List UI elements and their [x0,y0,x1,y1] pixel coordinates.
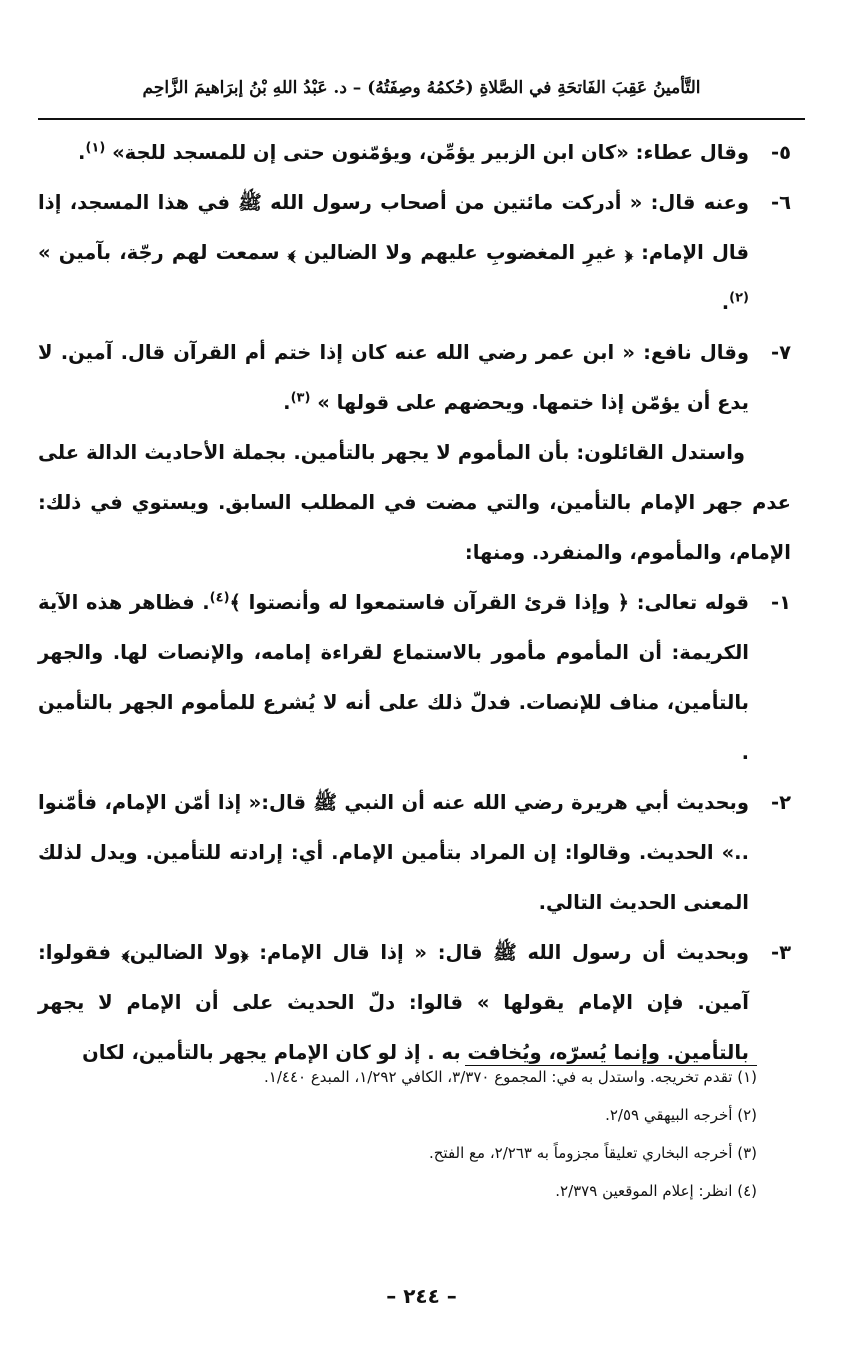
footnote: (٤) انظر: إعلام الموقعين ٢/٣٧٩. [555,1182,757,1200]
item-text [38,128,749,178]
item-number: ٧- [771,341,791,364]
item-number: ٦- [771,191,791,214]
item-tail: . [78,141,86,164]
header-rule [38,118,805,120]
item-body: وعنه قال: « أدركت مائتين من أصحاب رسول الله ﷺ في هذا المسجد، إذا قال الإمام: ﴿ غيرِ المغضوبِ عليهم ولا الضالين ﴾ سمعت لهم رجّة، بآمين » [38,191,749,264]
item-body: وبحديث أبي هريرة رضي الله عنه أن النبي ﷺ قال:« إذا أمّن الإمام، فأمّنوا ..» الحديث. وقالوا: إن المراد بتأمين الإمام. أي: إرادته للتأمين. ويدل لذلك المعنى الحديث التالي. [38,791,749,914]
footnote-ref: (١) [85,140,106,156]
item-body: وقال عطاء: «كان ابن الزبير يؤمِّن، ويؤمّنون حتى إن للمسجد للجة» [112,141,749,164]
page-number: – ٢٤٤ – [386,1284,457,1308]
main-text [38,128,791,1078]
item-body: قوله تعالى: ﴿ وإذا قرئ القرآن فاستمعوا له وأنصتوا ﴾ [229,591,749,614]
list-item [38,178,791,328]
item-text [38,578,749,778]
item-body: وقال نافع: « ابن عمر رضي الله عنه كان إذا ختم أم القرآن قال. آمين. لا يدع أن يؤمّن إذا ختمها. ويحضهم على قولها » [38,341,749,414]
footnote-ref: (٢) [729,290,749,306]
footnote-ref: (٣) [290,390,311,406]
list-item [38,328,791,428]
item-text [38,328,749,428]
footnote: (١) تقدم تخريجه. واستدل به في: المجموع ٣/٣٧٠، الكافي ١/٢٩٢، المبدع ١/٤٤٠. [264,1068,757,1086]
item-text [38,178,749,328]
item-tail: . [283,391,291,414]
item-number: ٥- [771,141,791,164]
item-number: ٣- [771,941,791,964]
item-body: وبحديث أن رسول الله ﷺ قال: « إذا قال الإمام: ﴿ولا الضالين﴾ فقولوا: آمين. فإن الإمام يقولها » قالوا: دلّ الحديث على أن الإمام لا يجهر بالتأمين. وإنما يُسرّه، ويُخافت به . إذ لو كان الإمام يجهر بالتأمين، لكان [38,941,749,1064]
list-item [38,928,791,1078]
footnote-ref: (٤) [209,590,230,606]
item-body-cont: . فظاهر هذه الآية الكريمة: أن المأموم مأمور بالاستماع لقراءة إمامه، والإنصات لها. والجهر بالتأمين، مناف للإنصات. فدلّ ذلك على أنه لا يُشرع للمأموم الجهر بالتأمين . [38,591,749,764]
list-item [38,578,791,778]
list-item [38,778,791,928]
body-paragraph: واستدل القائلون: بأن المأموم لا يجهر بالتأمين. بجملة الأحاديث الدالة على عدم جهر الإمام بالتأمين، والتي مضت في المطلب السابق. ويستوي في ذلك: الإمام، والمأموم، والمنفرد. ومنها: [38,441,791,564]
footnotes [60,1058,757,1210]
footnote: (٣) أخرجه البخاري تعليقاً مجزوماً به ٢/٢٦٣، مع الفتح. [428,1144,757,1162]
list-item [38,128,791,178]
footnote: (٢) أخرجه البيهقي ٢/٥٩. [605,1106,757,1124]
item-tail: . [721,291,730,314]
item-number: ١- [771,591,791,614]
item-number: ٢- [771,791,791,814]
running-header: التَّأمينُ عَقِبَ الفَاتحَةِ في الصَّلاةِ (حُكمُهُ وصِفَتُهُ) – د. عَبْدُ اللهِ بْنُ إبرَاهيمَ الزَّاحِم [142,78,701,98]
